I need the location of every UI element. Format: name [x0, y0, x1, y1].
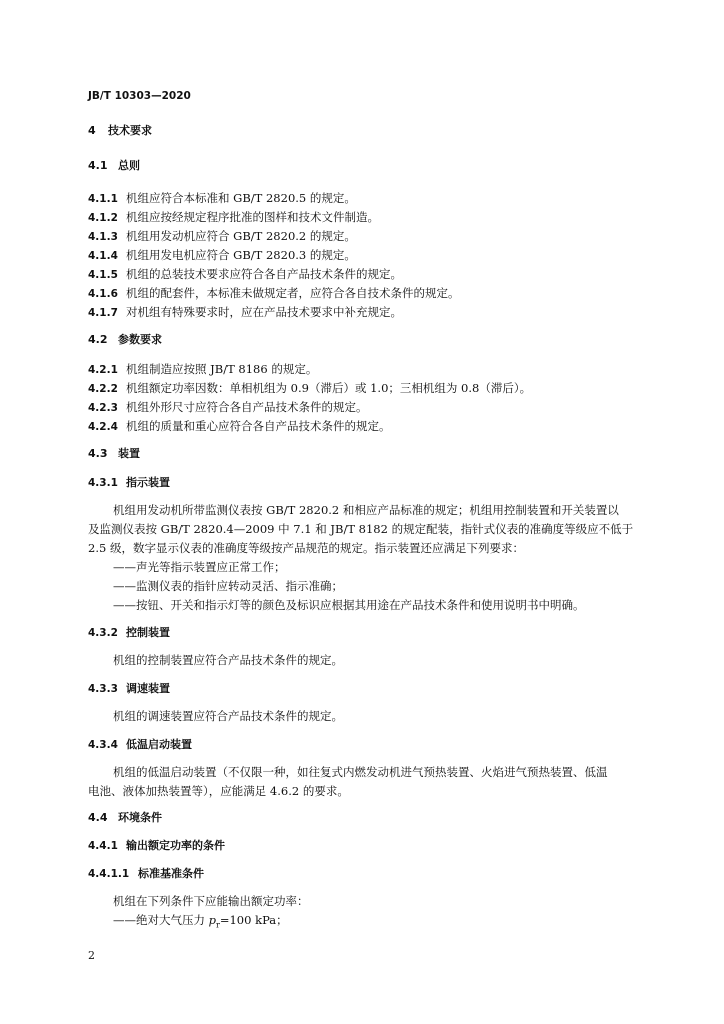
clause-text: 机组应符合本标准和 GB/T 2820.5 的规定。 [126, 191, 356, 205]
section-title: 调速装置 [126, 682, 170, 695]
clause-number: 4.1.5 [88, 269, 118, 281]
section-title: 装置 [118, 447, 140, 460]
clause-number: 4.1.7 [88, 307, 118, 319]
section-number: 4.3.2 [88, 627, 118, 639]
dash-list-item: ——按钮、开关和指示灯等的颜色及标识应根据其用途在产品技术条件和使用说明书中明确。 [113, 598, 585, 612]
section-number: 4.3.1 [88, 477, 118, 489]
section-title: 参数要求 [118, 333, 162, 346]
paragraph-line: 机组的调速装置应符合产品技术条件的规定。 [113, 709, 343, 723]
clause-4-2-1 [88, 361, 658, 378]
clause-text: 机组用发动机应符合 GB/T 2820.2 的规定。 [126, 229, 356, 243]
dash-list-item [113, 912, 658, 933]
clause-text: 机组外形尺寸应符合各自产品技术条件的规定。 [126, 400, 368, 414]
clause-number: 4.1.3 [88, 231, 118, 243]
clause-text: 机组的质量和重心应符合各自产品技术条件的规定。 [126, 419, 391, 433]
clause-text: 对机组有特殊要求时，应在产品技术要求中补充规定。 [126, 305, 402, 319]
section-number: 4.4.1.1 [88, 868, 130, 880]
paragraph-line: 机组的低温启动装置（不仅限一种，如往复式内燃发动机进气预热装置、火焰进气预热装置、低温 [113, 765, 608, 779]
dash-text: =100 kPa； [219, 913, 288, 927]
clause-4-2-4 [88, 418, 658, 435]
section-number: 4.3.4 [88, 739, 118, 751]
section-title: 技术要求 [108, 124, 152, 137]
section-4-heading [88, 123, 658, 139]
paragraph-line: 电池、液体加热装置等），应能满足 4.6.2 的要求。 [88, 784, 349, 798]
clause-number: 4.2.3 [88, 402, 118, 414]
section-number: 4.3.3 [88, 683, 118, 695]
clause-4-1-2 [88, 209, 658, 226]
paragraph-line: 及监测仪表按 GB/T 2820.4—2009 中 7.1 和 JB/T 8182 的规定配装，指针式仪表的准确度等级应不低于 [88, 522, 634, 536]
clause-text: 机组用发电机应符合 GB/T 2820.3 的规定。 [126, 248, 356, 262]
clause-4-2-2 [88, 380, 658, 397]
symbol-subscript: r [216, 920, 220, 930]
clause-4-1-1 [88, 190, 658, 207]
paragraph-line: 机组用发动机所带监测仪表按 GB/T 2820.2 和相应产品标准的规定；机组用控制装置和开关装置以 [113, 503, 619, 517]
clause-text: 机组制造应按照 JB/T 8186 的规定。 [126, 362, 318, 376]
clause-4-1-7 [88, 304, 658, 321]
clause-number: 4.1.2 [88, 212, 118, 224]
dash-list-item: ——监测仪表的指针应转动灵活、指示准确； [113, 579, 343, 593]
clause-text: 机组的配套件，本标准未做规定者，应符合各自技术条件的规定。 [126, 286, 460, 300]
page-number: 2 [88, 949, 95, 962]
section-title: 环境条件 [118, 811, 162, 824]
section-title: 标准基准条件 [138, 867, 204, 880]
section-number: 4 [88, 124, 96, 137]
section-4-2-heading [88, 332, 658, 348]
section-title: 低温启动装置 [126, 738, 192, 751]
paragraph-line: 机组在下列条件下应能输出额定功率： [113, 894, 309, 908]
section-4-4-1-heading [88, 838, 658, 854]
clause-number: 4.2.2 [88, 383, 118, 395]
section-4-4-1-1-heading [88, 866, 658, 882]
section-4-3-4-heading [88, 737, 658, 753]
clause-number: 4.1.4 [88, 250, 118, 262]
paragraph-line: 2.5 级，数字显示仪表的准确度等级按产品规范的规定。指示装置还应满足下列要求： [88, 541, 524, 555]
clause-number: 4.1.1 [88, 193, 118, 205]
section-title: 输出额定功率的条件 [126, 839, 225, 852]
section-4-3-2-heading [88, 625, 658, 641]
clause-text: 机组的总装技术要求应符合各自产品技术条件的规定。 [126, 267, 402, 281]
clause-text: 机组应按经规定程序批准的图样和技术文件制造。 [126, 210, 379, 224]
section-4-3-3-heading [88, 681, 658, 697]
section-title: 指示装置 [126, 476, 170, 489]
section-number: 4.4.1 [88, 840, 118, 852]
clause-4-1-3 [88, 228, 658, 245]
clause-number: 4.2.1 [88, 364, 118, 376]
clause-4-2-3 [88, 399, 658, 416]
section-number: 4.4 [88, 811, 108, 824]
section-4-3-1-heading [88, 475, 658, 491]
section-title: 控制装置 [126, 626, 170, 639]
section-title: 总则 [118, 159, 140, 172]
section-number: 4.3 [88, 447, 108, 460]
pressure-symbol [208, 913, 220, 930]
standard-number: JB/T 10303—2020 [88, 90, 191, 102]
paragraph-line: 机组的控制装置应符合产品技术条件的规定。 [113, 653, 343, 667]
dash-text: ——绝对大气压力 [113, 913, 209, 927]
clause-number: 4.2.4 [88, 421, 118, 433]
section-4-1-heading [88, 158, 658, 174]
clause-4-1-4 [88, 247, 658, 264]
clause-number: 4.1.6 [88, 288, 118, 300]
clause-4-1-5 [88, 266, 658, 283]
section-4-4-heading [88, 810, 658, 826]
section-number: 4.1 [88, 159, 108, 172]
clause-4-1-6 [88, 285, 658, 302]
symbol-letter: p [208, 913, 217, 927]
dash-list-item: ——声光等指示装置应正常工作； [113, 560, 286, 574]
section-4-3-heading [88, 446, 658, 462]
section-number: 4.2 [88, 333, 108, 346]
clause-text: 机组额定功率因数：单相机组为 0.9（滞后）或 1.0；三相机组为 0.8（滞后）。 [126, 381, 532, 395]
